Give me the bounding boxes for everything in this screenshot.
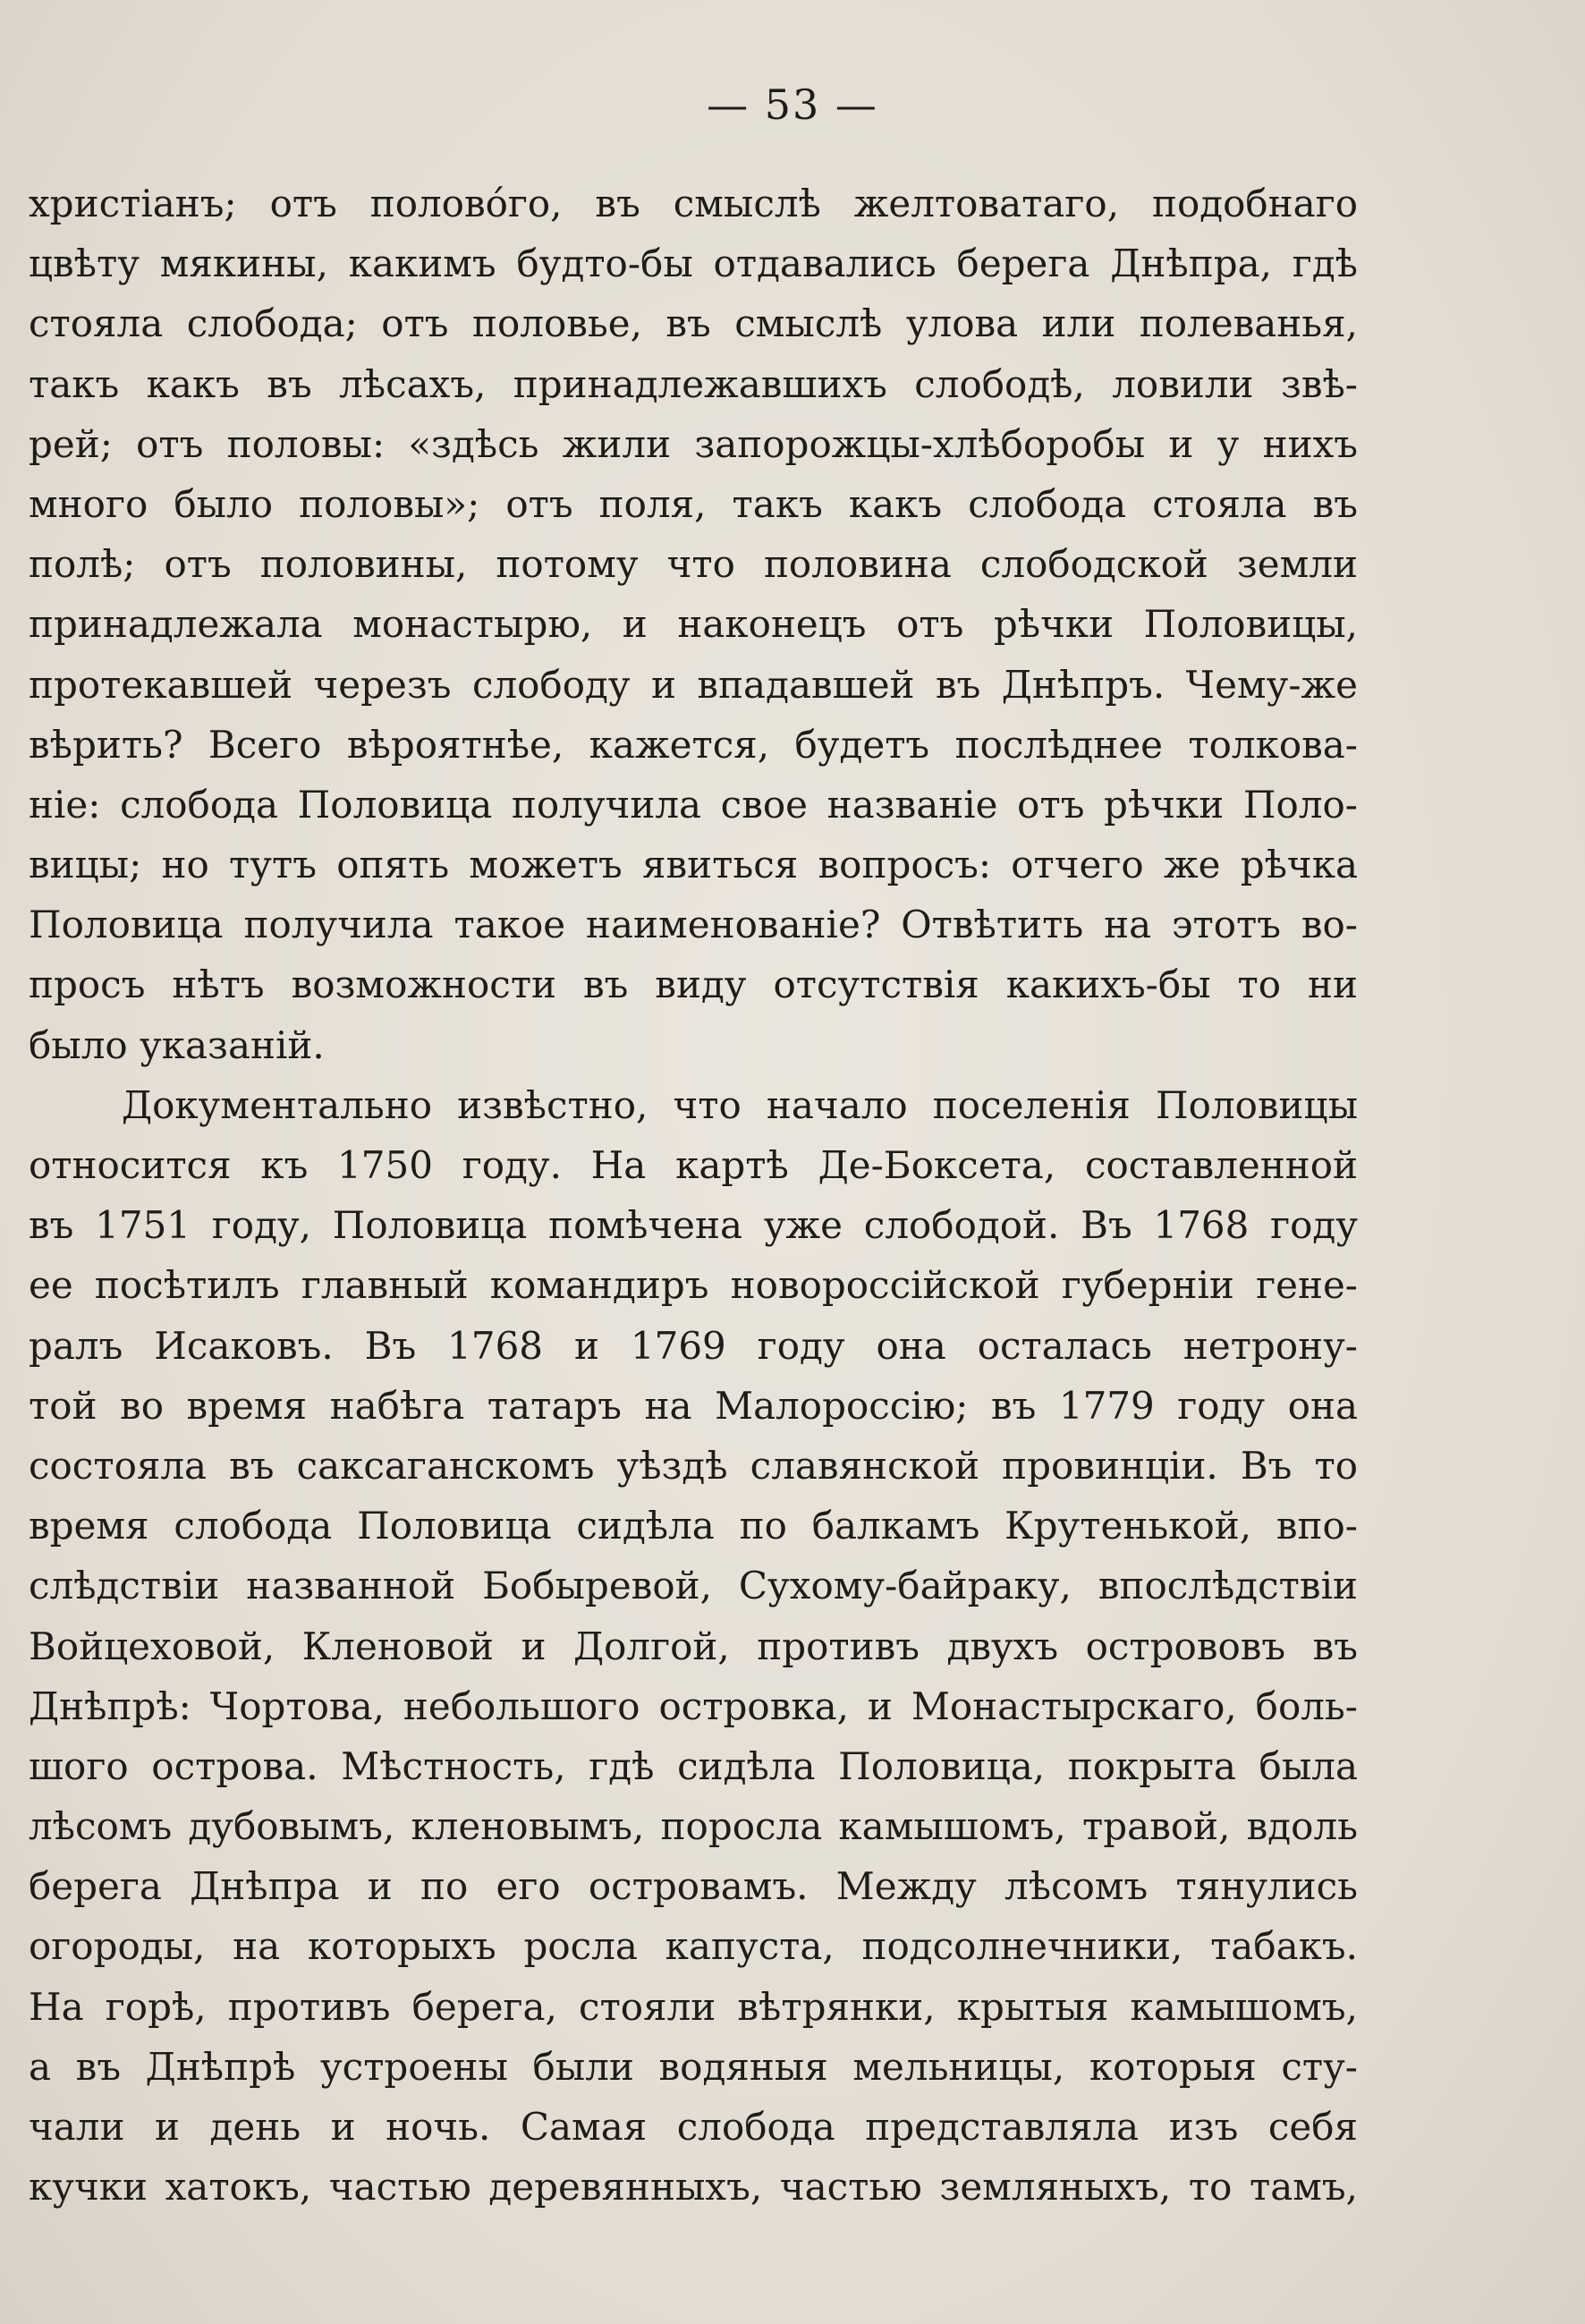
text-line: той во время набѣга татаръ на Малороссію; въ 1779 году она — [29, 1383, 1358, 1428]
text-line: лѣсомъ дубовымъ, кленовымъ, поросла камышомъ, травой, вдоль — [29, 1804, 1358, 1849]
text-line: шого острова. Мѣстность, гдѣ сидѣла Половица, покрыта была — [29, 1743, 1358, 1788]
text-line: чали и день и ночь. Самая слобода представляла изъ себя — [29, 2105, 1358, 2149]
text-line: На горѣ, противъ берега, стояли вѣтрянки, крытыя камышомъ, — [29, 1984, 1358, 2029]
text-line: огороды, на которыхъ росла капуста, подсолнечники, табакъ. — [29, 1924, 1358, 1969]
text-line: вицы; но тутъ опять можетъ явиться вопросъ: отчего же рѣчка — [29, 843, 1358, 887]
text-line: относится къ 1750 году. На картѣ Де-Боксета, составленной — [29, 1143, 1358, 1187]
paragraph-start-line: Документально извѣстно, что начало поселенія Половицы — [122, 1082, 1358, 1127]
text-line: Половица получила такое наименованіе? Отвѣтить на этотъ во- — [29, 903, 1358, 947]
text-line: Войцеховой, Кленовой и Долгой, противъ двухъ острововъ въ — [29, 1624, 1358, 1668]
text-line: ее посѣтилъ главный командиръ новороссійской губерніи гене- — [29, 1263, 1358, 1308]
page-number: — 53 — — [707, 81, 878, 129]
text-line: берега Днѣпра и по его островамъ. Между лѣсомъ тянулись — [29, 1864, 1358, 1909]
paragraph-end-line: было указаній. — [29, 1022, 325, 1067]
text-line: такъ какъ въ лѣсахъ, принадлежавшихъ слободѣ, ловили звѣ- — [29, 361, 1358, 406]
text-line: состояла въ саксаганскомъ уѣздѣ славянской провинціи. Въ то — [29, 1443, 1358, 1488]
text-line: полѣ; отъ половины, потому что половина слободской земли — [29, 542, 1358, 587]
text-body — [29, 174, 1358, 2217]
text-line: просъ нѣтъ возможности въ виду отсутствія какихъ-бы то ни — [29, 963, 1358, 1007]
text-line: рей; отъ половы: «здѣсь жили запорожцы-хлѣборобы и у нихъ — [29, 421, 1358, 466]
text-line: слѣдствіи названной Бобыревой, Сухому-байраку, впослѣдствіи — [29, 1564, 1358, 1608]
text-line: много было половы»; отъ поля, такъ какъ слобода стояла въ — [29, 481, 1358, 526]
text-line: вѣрить? Всего вѣроятнѣе, кажется, будетъ послѣднее толкова- — [29, 722, 1358, 767]
text-line: а въ Днѣпрѣ устроены были водяныя мельницы, которыя сту- — [29, 2044, 1358, 2089]
text-line: кучки хатокъ, частью деревянныхъ, частью земляныхъ, то тамъ, — [29, 2165, 1358, 2209]
text-line: цвѣту мякины, какимъ будто-бы отдавались берега Днѣпра, гдѣ — [29, 242, 1358, 286]
text-line: въ 1751 году, Половица помѣчена уже слободой. Въ 1768 году — [29, 1203, 1358, 1248]
text-line: время слобода Половица сидѣла по балкамъ Крутенькой, впо- — [29, 1504, 1358, 1548]
text-line: ніе: слобода Половица получила свое названіе отъ рѣчки Поло- — [29, 782, 1358, 827]
text-line: Днѣпрѣ: Чортова, небольшого островка, и Монастырскаго, боль- — [29, 1684, 1358, 1728]
text-line: принадлежала монастырю, и наконецъ отъ рѣчки Половицы, — [29, 602, 1358, 647]
text-line: стояла слобода; отъ половье, въ смыслѣ улова или полеванья, — [29, 301, 1358, 346]
text-line: ралъ Исаковъ. Въ 1768 и 1769 году она осталась нетрону- — [29, 1323, 1358, 1368]
text-line: протекавшей черезъ слободу и впадавшей въ Днѣпръ. Чему-же — [29, 662, 1358, 707]
text-line: христіанъ; отъ половóго, въ смыслѣ желтоватаго, подобнаго — [29, 182, 1358, 225]
